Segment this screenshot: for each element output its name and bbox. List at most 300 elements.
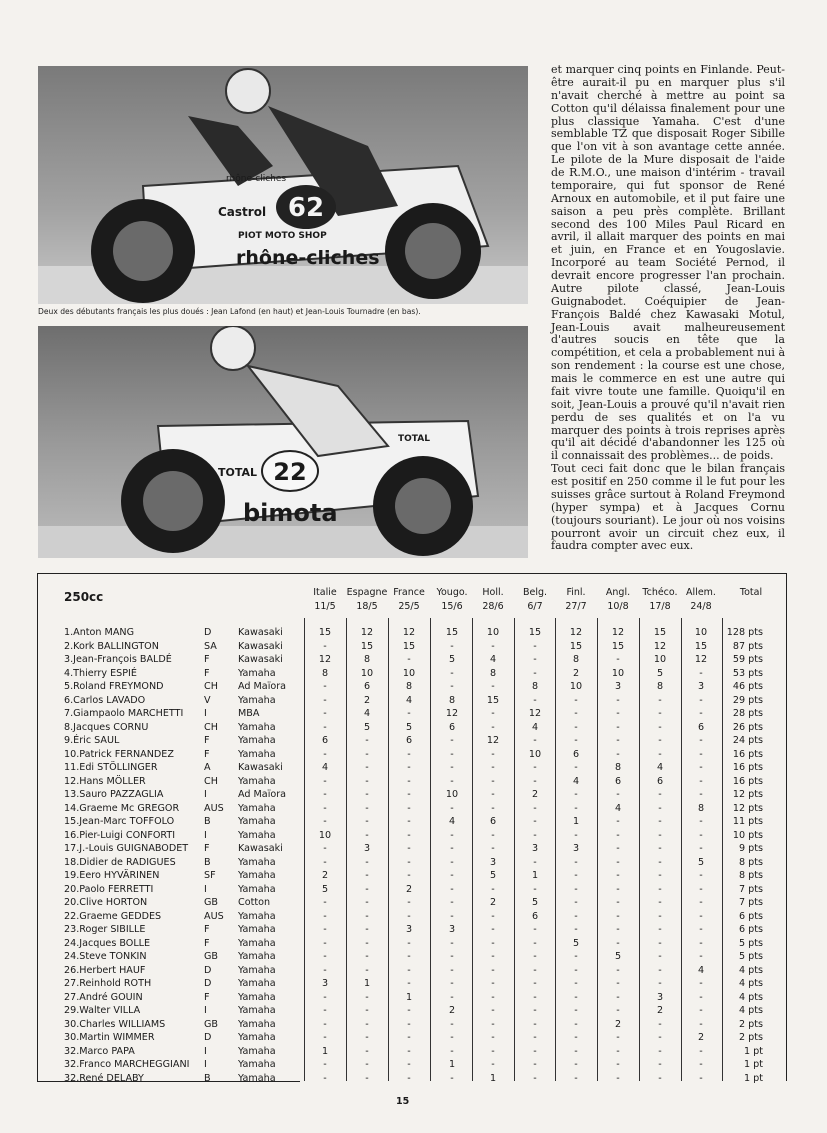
race-points: - (450, 735, 454, 746)
race-points: - (323, 924, 327, 935)
race-points: - (450, 775, 454, 787)
rider-nationality: D (204, 1032, 212, 1043)
rider-machine: Yamaha (238, 829, 276, 841)
total-points: 16 pts (732, 748, 763, 760)
race-points: 2 (363, 694, 371, 706)
race-points: - (616, 1032, 620, 1043)
race-points: 8 (531, 681, 539, 692)
total-points: 2 pts (738, 1018, 763, 1030)
total-points: 24 pts (732, 735, 763, 746)
race-points: - (533, 1005, 537, 1016)
race-points: - (699, 991, 703, 1003)
number-plate-22: 22 (273, 458, 307, 486)
rider-name: 1.Anton MANG (64, 627, 135, 638)
race-points: - (658, 708, 662, 719)
race-points: - (699, 735, 703, 746)
race-points: 3 (697, 681, 705, 692)
race-points: - (365, 789, 369, 800)
race-points: - (491, 829, 495, 841)
race-points: - (616, 694, 620, 706)
race-points: - (450, 681, 454, 692)
rider-machine: Yamaha (238, 856, 276, 868)
race-points: - (533, 735, 537, 746)
rider-machine: Yamaha (238, 1032, 276, 1043)
race-points: - (365, 897, 369, 908)
race-points: - (323, 937, 327, 949)
rider-nationality: F (204, 991, 210, 1003)
race-points: - (323, 789, 327, 800)
race-points: 15 (318, 627, 332, 638)
race-points: - (365, 870, 369, 881)
race-points: - (407, 978, 411, 989)
rider-nationality: D (204, 964, 212, 976)
rider-machine: Cotton (238, 897, 271, 908)
race-points: 3 (363, 843, 371, 854)
race-points: - (616, 883, 620, 895)
race-points: - (658, 978, 662, 989)
rider-name: 5.Roland FREYMOND (64, 681, 164, 692)
race-points: - (699, 910, 703, 922)
rider-machine: Yamaha (238, 735, 276, 746)
race-points: - (450, 937, 454, 949)
race-points: 8 (321, 667, 329, 679)
rider-nationality: F (204, 924, 210, 935)
race-points: - (323, 721, 327, 733)
rider-nationality: CH (204, 775, 218, 787)
race-points: - (533, 1018, 537, 1030)
race-points: - (491, 1045, 495, 1057)
race-points: - (407, 937, 411, 949)
race-points: - (323, 1018, 327, 1030)
total-points: 2 pts (738, 1032, 763, 1043)
race-points: - (699, 870, 703, 881)
race-points: 8 (656, 681, 664, 692)
race-points: 4 (448, 816, 456, 827)
total-points: 1 pt (743, 1059, 763, 1070)
race-points: 8 (363, 654, 371, 665)
race-points: - (491, 681, 495, 692)
race-points: - (450, 802, 454, 814)
photo-bottom-image (38, 326, 528, 558)
race-points: - (574, 910, 578, 922)
total-points: 8 pts (738, 870, 763, 881)
rider-name: 18.Didier de RADIGUES (64, 856, 176, 868)
race-points: - (699, 951, 703, 962)
race-points: - (574, 1018, 578, 1030)
number-plate-62: 62 (287, 193, 325, 223)
rider-name: 12.Hans MÖLLER (64, 775, 146, 787)
race-points: 8 (405, 681, 413, 692)
race-points: - (699, 816, 703, 827)
race-points: 10 (445, 789, 459, 800)
race-points: - (407, 1072, 411, 1084)
rider-machine: Kawasaki (238, 654, 283, 665)
race-points: - (533, 1032, 537, 1043)
race-points: - (533, 816, 537, 827)
race-points: - (616, 829, 620, 841)
race-points: 12 (318, 654, 332, 665)
rider-machine: Yamaha (238, 978, 276, 989)
column-header-label: Espagne (346, 587, 388, 598)
race-points: - (365, 802, 369, 814)
rider-machine: MBA (238, 708, 260, 719)
race-points: - (450, 667, 454, 679)
race-points: - (658, 951, 662, 962)
column-header (725, 586, 777, 600)
race-points: - (533, 991, 537, 1003)
fairing-sticker: Castrol (218, 205, 267, 219)
race-points: - (658, 1072, 662, 1084)
race-points: - (658, 1018, 662, 1030)
race-points: - (323, 1032, 327, 1043)
race-points: 4 (321, 762, 329, 773)
rider-machine: Yamaha (238, 802, 276, 814)
race-points: - (699, 708, 703, 719)
race-points: - (699, 694, 703, 706)
rider-name: 19.Eero HYVÄRINEN (64, 870, 160, 881)
race-points: 8 (697, 802, 705, 814)
race-points: 5 (614, 951, 622, 962)
race-points: - (533, 951, 537, 962)
race-points: - (616, 789, 620, 800)
race-points: 4 (614, 802, 622, 814)
race-points: - (574, 1045, 578, 1057)
race-points: - (491, 721, 495, 733)
rider-name: 8.Jacques CORNU (64, 721, 149, 733)
rider-nationality: A (204, 762, 211, 773)
race-points: 15 (486, 694, 500, 706)
rider-machine: Yamaha (238, 816, 276, 827)
race-points: - (658, 843, 662, 854)
race-points: - (323, 897, 327, 908)
race-points: - (658, 964, 662, 976)
column-header-label: Yougo. (436, 587, 468, 598)
rider-machine: Yamaha (238, 937, 276, 949)
rider-name: 3.Jean-François BALDÉ (64, 654, 172, 665)
race-points: 4 (531, 721, 539, 733)
race-points: - (365, 951, 369, 962)
race-points: - (323, 910, 327, 922)
race-points: 3 (531, 843, 539, 854)
rider-name: 27.André GOUIN (64, 991, 143, 1003)
race-points: 2 (321, 870, 329, 881)
race-points: - (365, 1072, 369, 1084)
race-points: - (323, 775, 327, 787)
rider-name: 6.Carlos LAVADO (64, 694, 146, 706)
race-points: 2 (572, 667, 580, 679)
race-points: - (574, 951, 578, 962)
rider-name: 30.Charles WILLIAMS (64, 1018, 166, 1030)
race-points: 1 (572, 816, 580, 827)
race-points: 5 (405, 721, 413, 733)
rider-name: 24.Steve TONKIN (64, 951, 147, 962)
race-points: - (616, 1072, 620, 1084)
total-points: 46 pts (732, 681, 763, 692)
rider-name: 32.Marco PAPA (64, 1045, 135, 1057)
race-points: - (658, 897, 662, 908)
race-points: - (365, 1045, 369, 1057)
race-points: - (365, 910, 369, 922)
total-points: 59 pts (732, 654, 763, 665)
race-points: - (407, 897, 411, 908)
race-points: - (323, 681, 327, 692)
race-points: 6 (572, 748, 580, 760)
rider-name: 29.Walter VILLA (64, 1005, 141, 1016)
race-points: 12 (611, 627, 625, 638)
rider-nationality: F (204, 937, 210, 949)
race-points: - (616, 991, 620, 1003)
rider-machine: Yamaha (238, 1072, 276, 1084)
race-points: - (574, 1059, 578, 1070)
race-points: 4 (363, 708, 371, 719)
race-points: - (574, 694, 578, 706)
race-points: - (616, 1045, 620, 1057)
race-points: 3 (448, 924, 456, 935)
race-points: - (491, 843, 495, 854)
race-points: - (533, 762, 537, 773)
race-points: - (699, 1072, 703, 1084)
column-header-label: Belg. (522, 587, 548, 598)
race-points: 10 (611, 667, 625, 679)
column-header-label: Angl. (605, 587, 631, 598)
race-points: 10 (486, 627, 500, 638)
rider-machine: Ad Maïora (238, 681, 287, 692)
photo-top-image (38, 66, 528, 304)
article-paragraph: et marquer cinq points en Finlande. Peut-être aurait-il pu en marquer plus s'il n'avait cherché à mettre au point sa Cotton qu'il délaissa finalement pour une plus classique Yamaha. C'est d'une semblable TZ que disposait Roger Sibille que l'on vit à son avantage cette année. Le pilote de la Mure disposait de l'aide de R.M.O., une maison d'intérim - travail temporaire, qui fut sponsor de René Arnoux en automobile, et il put faire une saison a peu près complète. Brillant second des 100 Miles Paul Ricard en avril, il allait marquer des points en mai et juin, en France et en Yougoslavie. Incorporé au team Société Pernod, il devrait encore progresser l'an prochain. Autre pilote classé, Jean-Louis Guignabodet. Coéquipier de Jean-François Baldé chez Kawasaki Motul, Jean-Louis avait malheureusement d'autres soucis en tête que la compétition, et cela a probablement nui à son rendement : la course est une chose, mais le commerce en est une autre qui fait vivre toute une famille. Quoiqu'il en soit, Jean-Louis a prouvé qu'il n'avait rien perdu de ses qualités et on l'a vu marquer des points à trois reprises après qu'il ait décidé d'abandonner les 125 où il connaissait des problèmes... de poids. (551, 63, 785, 463)
race-points: - (491, 789, 495, 800)
race-points: - (658, 1045, 662, 1057)
race-points: - (574, 829, 578, 841)
column-header-label: Tchéco. (642, 587, 678, 598)
rider-name: 20.Paolo FERRETTI (64, 883, 154, 895)
race-points: 5 (531, 897, 539, 908)
race-points: 15 (694, 640, 708, 652)
race-points: - (699, 762, 703, 773)
race-points: - (491, 708, 495, 719)
race-points: - (574, 870, 578, 881)
race-points: - (323, 816, 327, 827)
race-points: - (491, 775, 495, 787)
race-points: - (699, 1005, 703, 1016)
column-header-label: France (393, 587, 425, 598)
race-points: 6 (321, 735, 329, 746)
rider-nationality: I (204, 708, 207, 719)
race-points: 15 (445, 627, 459, 638)
rider-nationality: CH (204, 681, 218, 692)
race-points: - (407, 870, 411, 881)
race-points: 15 (611, 640, 625, 652)
race-points: - (699, 1059, 703, 1070)
race-points: 15 (360, 640, 374, 652)
race-points: 10 (653, 654, 667, 665)
race-points: 1 (321, 1045, 329, 1057)
race-points: - (574, 924, 578, 935)
race-points: 4 (489, 654, 497, 665)
race-points: - (365, 1005, 369, 1016)
race-points: 8 (614, 762, 622, 773)
race-points: - (491, 951, 495, 962)
rider-name: 20.Clive HORTON (64, 897, 148, 908)
race-points: - (407, 1059, 411, 1070)
rider-nationality: I (204, 789, 207, 800)
race-points: - (365, 748, 369, 760)
fairing-sticker: PIOT MOTO SHOP (238, 231, 327, 241)
race-points: - (450, 978, 454, 989)
race-points: 2 (531, 789, 539, 800)
total-points: 53 pts (732, 667, 763, 679)
rider-nationality: B (204, 1072, 211, 1084)
race-points: 10 (402, 667, 416, 679)
rider-nationality: B (204, 856, 211, 868)
column-header-label: Finl. (566, 587, 586, 598)
race-points: - (574, 1032, 578, 1043)
rider-name: 2.Kork BALLINGTON (64, 640, 159, 652)
race-points: 12 (445, 708, 459, 719)
race-points: 10 (569, 681, 583, 692)
race-points: 4 (656, 762, 664, 773)
total-points: 6 pts (738, 910, 763, 922)
race-points: - (658, 870, 662, 881)
race-points: 5 (321, 883, 329, 895)
total-points: 1 pt (743, 1045, 763, 1057)
rider-nationality: D (204, 627, 212, 638)
race-points: 12 (569, 627, 583, 638)
rider-name: 4.Thierry ESPIÉ (64, 667, 137, 679)
rider-nationality: D (204, 978, 212, 989)
race-points: 15 (402, 640, 416, 652)
race-points: 3 (614, 681, 622, 692)
race-points: - (491, 1032, 495, 1043)
race-points: - (658, 924, 662, 935)
total-points: 16 pts (732, 762, 763, 773)
photo-top-racer (38, 66, 528, 304)
race-points: - (533, 964, 537, 976)
rider-nationality: F (204, 735, 210, 746)
column-header-date: 25/5 (398, 600, 420, 612)
rider-name: 10.Patrick FERNANDEZ (64, 748, 174, 760)
race-points: 3 (405, 924, 413, 935)
race-points: - (533, 978, 537, 989)
rider-name: 13.Sauro PAZZAGLIA (64, 789, 164, 800)
rider-machine: Yamaha (238, 910, 276, 922)
total-points: 7 pts (738, 883, 763, 895)
fairing-sticker: TOTAL (218, 466, 258, 479)
race-points: - (450, 1072, 454, 1084)
race-points: 2 (489, 897, 497, 908)
race-points: 12 (694, 654, 708, 665)
race-points: - (365, 762, 369, 773)
race-points: 5 (697, 856, 705, 868)
race-points: - (616, 964, 620, 976)
article-paragraph: Tout ceci fait donc que le bilan français est positif en 250 comme il le fut pour les suisses grâce surtout à Roland Freymond (hyper sympa) et à Jacques Cornu (toujours souriant). Le jour où nos voisins pourront avoir un circuit chez eux, il faudra compter avec eux. (551, 462, 785, 553)
total-points: 4 pts (738, 1005, 763, 1016)
race-points: 12 (402, 627, 416, 638)
race-points: - (533, 1045, 537, 1057)
rider-name: 23.Roger SIBILLE (64, 924, 146, 935)
race-points: 12 (653, 640, 667, 652)
race-points: - (533, 924, 537, 935)
photo-bottom-racer (38, 326, 528, 558)
race-points: - (365, 775, 369, 787)
race-points: - (616, 1059, 620, 1070)
race-points: - (407, 1005, 411, 1016)
race-points: 1 (489, 1072, 497, 1084)
rider-machine: Yamaha (238, 964, 276, 976)
race-points: 12 (360, 627, 374, 638)
rider-machine: Kawasaki (238, 843, 283, 854)
race-points: - (699, 924, 703, 935)
race-points: 5 (448, 654, 456, 665)
race-points: - (491, 762, 495, 773)
race-points: 1 (363, 978, 371, 989)
race-points: 6 (448, 721, 456, 733)
race-points: - (491, 910, 495, 922)
race-points: - (491, 978, 495, 989)
race-points: - (491, 964, 495, 976)
total-points: 87 pts (732, 640, 763, 652)
race-points: - (574, 1005, 578, 1016)
race-points: - (365, 964, 369, 976)
race-points: - (616, 924, 620, 935)
race-points: - (533, 829, 537, 841)
photo-caption: Deux des débutants français les plus doués : Jean Lafond (en haut) et Jean-Louis Tournadre (en bas). (38, 307, 421, 316)
race-points: - (323, 640, 327, 652)
race-points: - (699, 1045, 703, 1057)
race-points: - (323, 991, 327, 1003)
rider-name: 30.Martin WIMMER (64, 1032, 155, 1043)
total-points: 4 pts (738, 964, 763, 976)
rider-machine: Yamaha (238, 991, 276, 1003)
race-points: - (323, 748, 327, 760)
race-points: - (407, 748, 411, 760)
race-points: - (616, 856, 620, 868)
race-points: - (699, 829, 703, 841)
race-points: - (574, 721, 578, 733)
race-points: - (407, 951, 411, 962)
column-header-date: 10/8 (607, 600, 629, 612)
race-points: - (574, 991, 578, 1003)
race-points: - (658, 789, 662, 800)
race-points: - (323, 1059, 327, 1070)
race-points: - (574, 883, 578, 895)
race-points: - (533, 667, 537, 679)
race-points: - (533, 654, 537, 665)
page-number: 15 (396, 1096, 410, 1107)
race-points: - (574, 735, 578, 746)
race-points: - (616, 1005, 620, 1016)
total-points: 26 pts (732, 721, 763, 733)
race-points: - (658, 802, 662, 814)
race-points: 6 (614, 775, 622, 787)
race-points: - (616, 816, 620, 827)
race-points: - (407, 829, 411, 841)
rider-name: 27.Reinhold ROTH (64, 978, 152, 989)
race-points: - (658, 910, 662, 922)
race-points: 10 (528, 748, 542, 760)
race-points: - (450, 910, 454, 922)
race-points: - (616, 721, 620, 733)
race-points: - (658, 721, 662, 733)
rider-machine: Yamaha (238, 721, 276, 733)
table-title: 250cc (64, 590, 104, 604)
race-points: - (574, 897, 578, 908)
rider-nationality: I (204, 1045, 207, 1057)
race-points: - (450, 870, 454, 881)
race-points: - (450, 1045, 454, 1057)
rider-nationality: I (204, 829, 207, 841)
race-points: - (323, 964, 327, 976)
race-points: 3 (572, 843, 580, 854)
